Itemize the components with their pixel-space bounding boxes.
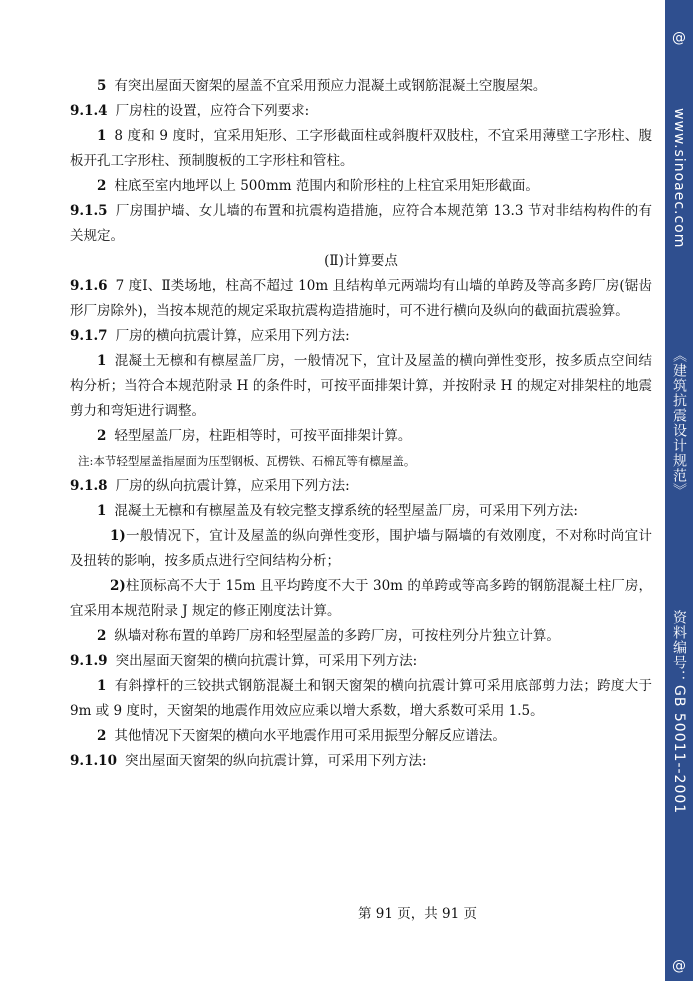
clause-9-1-9: 9.1.9 突出屋面天窗架的横向抗震计算，可采用下列方法: bbox=[70, 653, 418, 669]
side-doc-code: 资料编号：GB 50011--2001 bbox=[671, 610, 687, 815]
document-body bbox=[70, 74, 652, 774]
clause-9-1-8: 9.1.8 厂房的纵向抗震计算，应采用下列方法: bbox=[70, 478, 350, 494]
clause-9-1-7-2: 2 轻型屋盖厂房，柱距相等时，可按平面排架计算。 bbox=[97, 428, 412, 444]
clause-9-1-9-2: 2 其他情况下天窗架的横向水平地震作用可采用振型分解反应谱法。 bbox=[97, 728, 506, 744]
side-title: 《建筑抗震设计规范》 bbox=[671, 348, 687, 498]
page-footer bbox=[0, 902, 665, 922]
clause-9-1-4-2: 2 柱底至室内地坪以上 500mm 范围内和阶形柱的上柱宜采用矩形截面。 bbox=[97, 178, 539, 194]
clause-9-1-4-1: 1 8 度和 9 度时，宜采用矩形、工字形截面柱或斜腹杆双肢柱，不宜采用薄壁工字形柱、腹板开孔工字形柱、预制腹板的工字形柱和管柱。 bbox=[70, 128, 652, 169]
clause-9-1-8-2: 2 纵墙对称布置的单跨厂房和轻型屋盖的多跨厂房，可按柱列分片独立计算。 bbox=[97, 628, 560, 644]
clause-9-1-8-1: 1 混凝土无檩和有檩屋盖及有较完整支撑系统的轻型屋盖厂房，可采用下列方法: bbox=[97, 503, 578, 519]
clause-9-1-4: 9.1.4 厂房柱的设置，应符合下列要求: bbox=[70, 103, 310, 119]
side-banner bbox=[665, 0, 693, 981]
clause-9-1-7: 9.1.7 厂房的横向抗震计算，应采用下列方法: bbox=[70, 328, 350, 344]
note: 注:本节轻型屋盖指屋面为压型钢板、瓦楞铁、石棉瓦等有檩屋盖。 bbox=[78, 454, 416, 468]
clause-9-1-8-1-a: 1)一般情况下，宜计及屋盖的纵向弹性变形，围护墙与隔墙的有效刚度，不对称时尚宜计及扭转的影响，按多质点进行空间结构分析； bbox=[70, 528, 652, 569]
clause-9-1-6: 9.1.6 7 度Ⅰ、Ⅱ类场地，柱高不超过 10m 且结构单元两端均有山墙的单跨及等高多跨厂房(锯齿形厂房除外)，当按本规范的规定采取抗震构造措施时，可不进行横向及纵向的截面抗震验算。 bbox=[70, 278, 652, 319]
side-url: www.sinoaec.com bbox=[671, 108, 687, 249]
section-heading: (Ⅱ)计算要点 bbox=[324, 253, 398, 269]
at-icon-bottom: @ bbox=[672, 958, 686, 974]
clause-9-1-10: 9.1.10 突出屋面天窗架的纵向抗震计算，可采用下列方法: bbox=[70, 753, 427, 769]
clause-9-1-3-5: 5 有突出屋面天窗架的屋盖不宜采用预应力混凝土或钢筋混凝土空腹屋架。 bbox=[97, 78, 547, 94]
clause-9-1-5: 9.1.5 厂房围护墙、女儿墙的布置和抗震构造措施，应符合本规范第 13.3 节对非结构构件的有关规定。 bbox=[70, 203, 652, 244]
clause-9-1-9-1: 1 有斜撑杆的三铰拱式钢筋混凝土和钢天窗架的横向抗震计算可采用底部剪力法；跨度大于 9m 或 9 度时，天窗架的地震作用效应应乘以增大系数，增大系数可采用 1.5。 bbox=[70, 678, 652, 719]
clause-9-1-8-1-b: 2)柱顶标高不大于 15m 且平均跨度不大于 30m 的单跨或等高多跨的钢筋混凝土柱厂房，宜采用本规范附录 J 规定的修正刚度法计算。 bbox=[70, 578, 652, 619]
page-number: 第 91 页，共 91 页 bbox=[357, 906, 478, 922]
at-icon: @ bbox=[672, 30, 686, 46]
clause-9-1-7-1: 1 混凝土无檩和有檩屋盖厂房，一般情况下，宜计及屋盖的横向弹性变形，按多质点空间结构分析；当符合本规范附录 H 的条件时，可按平面排架计算，并按附录 H 的规定对排架柱的地震剪力和弯矩进行调整。 bbox=[70, 353, 652, 419]
